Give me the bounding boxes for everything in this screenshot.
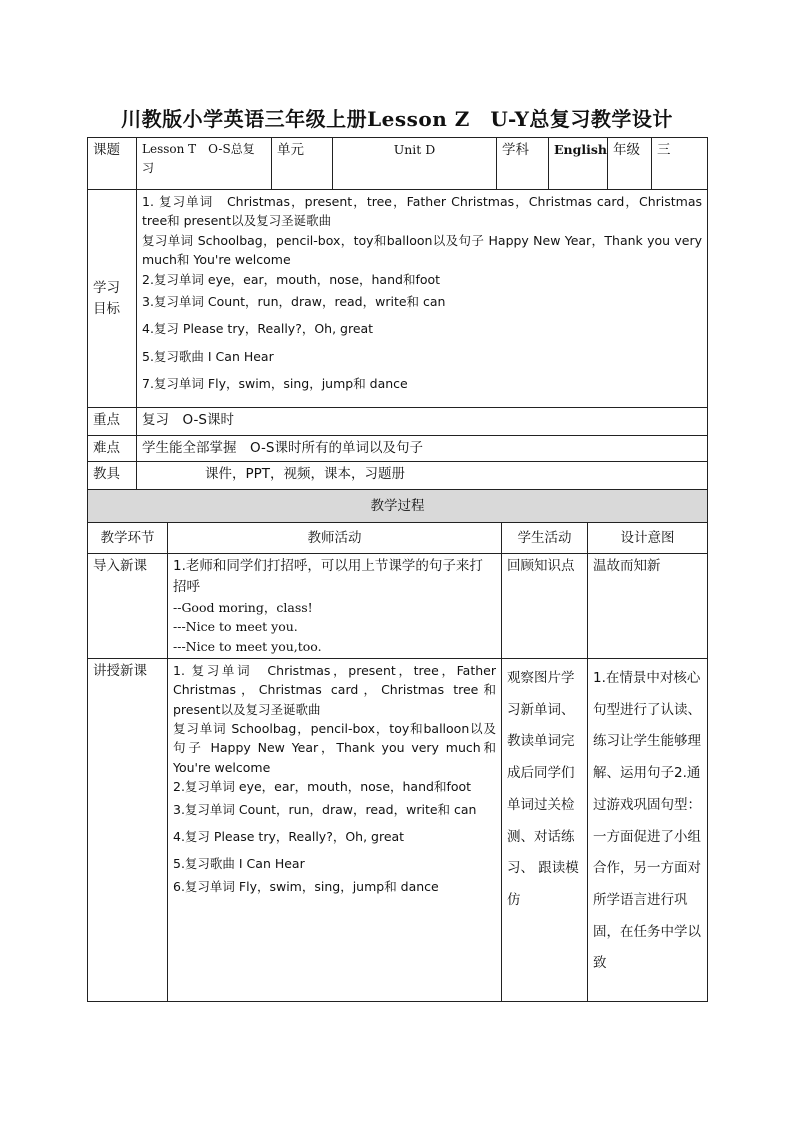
intro-teacher-cell: [168, 554, 502, 659]
teaching-process-table: [87, 489, 708, 1002]
subject-label: 学科: [497, 138, 549, 190]
lecture-stage: 讲授新课: [88, 658, 168, 1001]
key-label: 重点: [88, 408, 137, 436]
goal-item: 3.复习单词 Count，run，draw，read，write和 can: [142, 293, 446, 309]
header-teacher: 教师活动: [168, 523, 502, 554]
goal-item: 1. 复习单词 Christmas，present，tree，Father Christmas，Christmas card，Christmas tree和 present以及复习圣诞歌曲: [142, 194, 702, 229]
goals-label: 学习目标: [88, 190, 137, 408]
header-stage: 教学环节: [88, 523, 168, 554]
tools-label: 教具: [88, 462, 137, 490]
difficulty-label: 难点: [88, 436, 137, 462]
intro-teacher-line: ---Nice to meet you,too.: [173, 638, 322, 654]
intro-teacher-line: 1.老师和同学们打招呼，可以用上节课学的句子来打招呼: [173, 558, 483, 595]
page-title: 川教版小学英语三年级上册Lesson Z U-Y总复习教学设计: [121, 107, 673, 131]
goal-item: 4.复习 Please try，Really?，Oh, great: [142, 321, 374, 337]
lecture-student: 观察图片学习新单词、教读单词完成后同学们单词过关检测、对话练习、 跟读模仿: [502, 658, 588, 1001]
lecture-teacher-line: 1. 复习单词 Christmas，present，tree，Father Christmas，Christmas card，Christmas tree和 present以及复习圣诞歌曲: [173, 662, 496, 717]
unit-value: Unit D: [333, 138, 497, 190]
lecture-teacher-line: 4.复习 Please try，Really?，Oh, great: [173, 828, 405, 844]
lecture-intent: 1.在情景中对核心句型进行了认读、练习让学生能够理解、运用句子2.通过游戏巩固句型：一方面促进了小组合作，另一方面对所学语言进行巩固，在任务中学以致: [588, 658, 708, 1001]
intro-teacher-line: ---Nice to meet you.: [173, 619, 298, 635]
subject-value: English: [549, 138, 608, 190]
intro-teacher-line: --Good moring，class!: [173, 599, 313, 615]
difficulty-value: 学生能全部掌握 O-S课时所有的单词以及句子: [137, 436, 708, 462]
tools-value: 课件，PPT，视频，课本，习题册: [137, 462, 708, 490]
lesson-info-table: [87, 137, 708, 490]
lecture-teacher-line: 5.复习歌曲 I Can Hear: [173, 856, 305, 872]
goals-cell: [137, 190, 708, 408]
intro-intent: 温故而知新: [588, 554, 708, 659]
process-section-title: 教学过程: [88, 490, 708, 523]
key-value: 复习 O-S课时: [137, 408, 708, 436]
intro-stage: 导入新课: [88, 554, 168, 659]
unit-label: 单元: [272, 138, 333, 190]
goal-item: 5.复习歌曲 I Can Hear: [142, 348, 274, 364]
goal-item: 2.复习单词 eye，ear，mouth，nose，hand和foot: [142, 271, 441, 287]
goal-item: 复习单词 Schoolbag，pencil-box，toy和balloon以及句子 Happy New Year，Thank you very much和 You're welcome: [142, 232, 702, 268]
header-student: 学生活动: [502, 523, 588, 554]
lecture-teacher-line: 3.复习单词 Count，run，draw，read，write和 can: [173, 801, 477, 817]
intro-student: 回顾知识点: [502, 554, 588, 659]
lecture-teacher-line: 6.复习单词 Fly，swim，sing，jump和 dance: [173, 878, 439, 894]
goal-item: 7.复习单词 Fly，swim，sing，jump和 dance: [142, 376, 408, 391]
lecture-teacher-cell: [168, 658, 502, 1001]
lecture-teacher-line: 复习单词 Schoolbag，pencil-box，toy和balloon以及句子 Happy New Year，Thank you very much和 You're welcome: [173, 721, 496, 775]
lecture-teacher-line: 2.复习单词 eye，ear，mouth，nose，hand和foot: [173, 779, 472, 795]
header-intent: 设计意图: [588, 523, 708, 554]
grade-label: 年级: [608, 138, 652, 190]
grade-value: 三: [652, 138, 708, 190]
topic-value: Lesson T O-S总复习: [137, 138, 272, 190]
topic-label: 课题: [88, 138, 137, 190]
